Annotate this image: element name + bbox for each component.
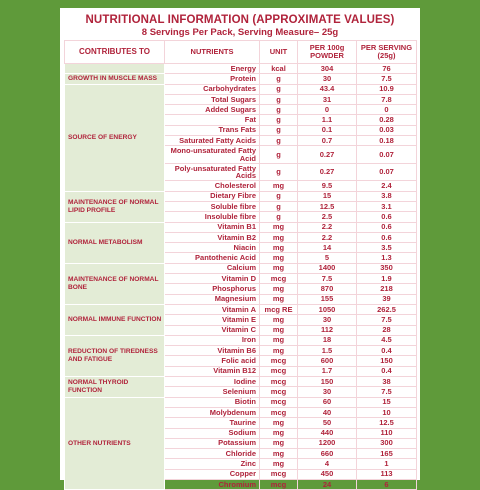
unit-cell: mg bbox=[260, 315, 298, 325]
unit-cell: mcg bbox=[260, 366, 298, 376]
unit-cell: g bbox=[260, 163, 298, 181]
unit-cell: kcal bbox=[260, 64, 298, 74]
table-row bbox=[65, 84, 417, 94]
per-100g-cell: 50 bbox=[298, 418, 357, 428]
unit-cell: mcg bbox=[260, 387, 298, 397]
contributes-to-cell: NORMAL THYROID FUNCTION bbox=[65, 377, 165, 398]
unit-cell: mcg RE bbox=[260, 304, 298, 314]
nutrient-cell: Vitamin E bbox=[165, 315, 260, 325]
per-100g-cell: 14 bbox=[298, 243, 357, 253]
per-serving-cell: 7.5 bbox=[357, 315, 417, 325]
header-row bbox=[65, 41, 417, 64]
nutrient-cell: Molybdenum bbox=[165, 407, 260, 417]
per-serving-cell: 110 bbox=[357, 428, 417, 438]
per-serving-cell: 38 bbox=[357, 377, 417, 387]
per-100g-cell: 1.1 bbox=[298, 115, 357, 125]
per-serving-cell: 0.6 bbox=[357, 222, 417, 232]
per-100g-cell: 150 bbox=[298, 377, 357, 387]
per-100g-cell: 18 bbox=[298, 335, 357, 345]
nutrient-cell: Magnesium bbox=[165, 294, 260, 304]
per-serving-cell: 6 bbox=[357, 479, 417, 489]
per-serving-cell: 15 bbox=[357, 397, 417, 407]
unit-cell: mg bbox=[260, 284, 298, 294]
nutrient-cell: Iodine bbox=[165, 377, 260, 387]
contributes-to-cell: SOURCE OF ENERGY bbox=[65, 84, 165, 191]
table-row bbox=[65, 222, 417, 232]
table-row bbox=[65, 64, 417, 74]
unit-cell: g bbox=[260, 212, 298, 222]
per-serving-cell: 0.4 bbox=[357, 346, 417, 356]
per-serving-cell: 0.6 bbox=[357, 232, 417, 242]
per-serving-cell: 7.5 bbox=[357, 387, 417, 397]
per-serving-cell: 4.5 bbox=[357, 335, 417, 345]
nutrient-cell: Potassium bbox=[165, 438, 260, 448]
per-serving-cell: 10 bbox=[357, 407, 417, 417]
unit-cell: mg bbox=[260, 428, 298, 438]
nutrition-table bbox=[64, 40, 417, 490]
per-100g-cell: 43.4 bbox=[298, 84, 357, 94]
unit-cell: mg bbox=[260, 181, 298, 191]
contributes-to-cell: MAINTENANCE OF NORMAL LIPID PROFILE bbox=[65, 191, 165, 222]
per-100g-cell: 30 bbox=[298, 315, 357, 325]
unit-cell: g bbox=[260, 84, 298, 94]
unit-cell: g bbox=[260, 125, 298, 135]
unit-cell: mg bbox=[260, 232, 298, 242]
unit-cell: mg bbox=[260, 325, 298, 335]
per-100g-cell: 30 bbox=[298, 387, 357, 397]
per-100g-cell: 40 bbox=[298, 407, 357, 417]
nutrient-cell: Calcium bbox=[165, 263, 260, 273]
unit-cell: mg bbox=[260, 243, 298, 253]
nutrient-cell: Soluble fibre bbox=[165, 201, 260, 211]
per-100g-cell: 24 bbox=[298, 479, 357, 489]
per-serving-cell: 350 bbox=[357, 263, 417, 273]
unit-cell: mg bbox=[260, 418, 298, 428]
per-serving-cell: 3.8 bbox=[357, 191, 417, 201]
nutrient-cell: Protein bbox=[165, 74, 260, 84]
unit-cell: g bbox=[260, 105, 298, 115]
contributes-to-cell: NORMAL IMMUNE FUNCTION bbox=[65, 304, 165, 335]
nutrient-cell: Added Sugars bbox=[165, 105, 260, 115]
per-serving-cell: 7.5 bbox=[357, 74, 417, 84]
per-serving-cell: 0 bbox=[357, 105, 417, 115]
per-100g-cell: 0 bbox=[298, 105, 357, 115]
nutrient-cell: Vitamin B12 bbox=[165, 366, 260, 376]
per-serving-cell: 10.9 bbox=[357, 84, 417, 94]
per-100g-cell: 600 bbox=[298, 356, 357, 366]
per-100g-cell: 15 bbox=[298, 191, 357, 201]
per-serving-cell: 0.6 bbox=[357, 212, 417, 222]
per-100g-cell: 0.27 bbox=[298, 146, 357, 164]
unit-cell: mcg bbox=[260, 479, 298, 489]
unit-cell: g bbox=[260, 201, 298, 211]
per-100g-cell: 60 bbox=[298, 397, 357, 407]
nutrient-cell: Biotin bbox=[165, 397, 260, 407]
header-unit: UNIT bbox=[260, 41, 298, 64]
per-100g-cell: 4 bbox=[298, 459, 357, 469]
per-serving-cell: 218 bbox=[357, 284, 417, 294]
table-row bbox=[65, 397, 417, 407]
per-serving-cell: 300 bbox=[357, 438, 417, 448]
unit-cell: mg bbox=[260, 335, 298, 345]
per-100g-cell: 155 bbox=[298, 294, 357, 304]
table-row bbox=[65, 377, 417, 387]
unit-cell: g bbox=[260, 136, 298, 146]
nutrient-cell: Vitamin B1 bbox=[165, 222, 260, 232]
unit-cell: g bbox=[260, 94, 298, 104]
header-per-100g: PER 100g POWDER bbox=[298, 41, 357, 64]
unit-cell: mg bbox=[260, 222, 298, 232]
per-100g-cell: 1.5 bbox=[298, 346, 357, 356]
per-serving-cell: 0.18 bbox=[357, 136, 417, 146]
unit-cell: mg bbox=[260, 459, 298, 469]
contributes-to-cell: NORMAL METABOLISM bbox=[65, 222, 165, 263]
nutrient-cell: Pantothenic Acid bbox=[165, 253, 260, 263]
nutrient-cell: Poly-unsaturated Fatty Acids bbox=[165, 163, 260, 181]
nutrient-cell: Total Sugars bbox=[165, 94, 260, 104]
per-serving-cell: 1.3 bbox=[357, 253, 417, 263]
per-100g-cell: 0.7 bbox=[298, 136, 357, 146]
unit-cell: g bbox=[260, 74, 298, 84]
per-serving-cell: 3.5 bbox=[357, 243, 417, 253]
unit-cell: g bbox=[260, 146, 298, 164]
table-row bbox=[65, 304, 417, 314]
nutrient-cell: Selenium bbox=[165, 387, 260, 397]
per-100g-cell: 12.5 bbox=[298, 201, 357, 211]
nutrient-cell: Chromium bbox=[165, 479, 260, 489]
nutrient-cell: Cholesterol bbox=[165, 181, 260, 191]
label-title: NUTRITIONAL INFORMATION (APPROXIMATE VALUES) bbox=[85, 14, 395, 26]
nutrient-cell: Zinc bbox=[165, 459, 260, 469]
per-100g-cell: 1050 bbox=[298, 304, 357, 314]
per-100g-cell: 30 bbox=[298, 74, 357, 84]
per-serving-cell: 12.5 bbox=[357, 418, 417, 428]
nutrient-cell: Copper bbox=[165, 469, 260, 479]
per-serving-cell: 262.5 bbox=[357, 304, 417, 314]
nutrient-cell: Niacin bbox=[165, 243, 260, 253]
per-serving-cell: 0.28 bbox=[357, 115, 417, 125]
nutrient-cell: Vitamin C bbox=[165, 325, 260, 335]
per-serving-cell: 2.4 bbox=[357, 181, 417, 191]
unit-cell: mg bbox=[260, 294, 298, 304]
contributes-to-cell: OTHER NUTRIENTS bbox=[65, 397, 165, 490]
per-100g-cell: 304 bbox=[298, 64, 357, 74]
unit-cell: mg bbox=[260, 253, 298, 263]
unit-cell: mcg bbox=[260, 397, 298, 407]
per-100g-cell: 440 bbox=[298, 428, 357, 438]
table-row bbox=[65, 74, 417, 84]
unit-cell: g bbox=[260, 191, 298, 201]
per-serving-cell: 1.9 bbox=[357, 274, 417, 284]
nutrient-cell: Trans Fats bbox=[165, 125, 260, 135]
unit-cell: mcg bbox=[260, 377, 298, 387]
nutrient-cell: Vitamin B2 bbox=[165, 232, 260, 242]
nutrient-cell: Phosphorus bbox=[165, 284, 260, 294]
unit-cell: mg bbox=[260, 449, 298, 459]
per-serving-cell: 0.07 bbox=[357, 163, 417, 181]
per-100g-cell: 5 bbox=[298, 253, 357, 263]
contributes-to-cell bbox=[65, 64, 165, 74]
per-100g-cell: 870 bbox=[298, 284, 357, 294]
per-100g-cell: 450 bbox=[298, 469, 357, 479]
label-subtitle: 8 Servings Per Pack, Serving Measure– 25g bbox=[141, 27, 339, 38]
per-serving-cell: 0.03 bbox=[357, 125, 417, 135]
per-serving-cell: 113 bbox=[357, 469, 417, 479]
unit-cell: mg bbox=[260, 438, 298, 448]
unit-cell: mcg bbox=[260, 274, 298, 284]
per-serving-cell: 0.07 bbox=[357, 146, 417, 164]
per-serving-cell: 0.4 bbox=[357, 366, 417, 376]
per-100g-cell: 112 bbox=[298, 325, 357, 335]
nutrient-cell: Chloride bbox=[165, 449, 260, 459]
per-100g-cell: 2.5 bbox=[298, 212, 357, 222]
table-body bbox=[65, 64, 417, 490]
contributes-to-cell: MAINTENANCE OF NORMAL BONE bbox=[65, 263, 165, 304]
per-100g-cell: 1.7 bbox=[298, 366, 357, 376]
per-serving-cell: 3.1 bbox=[357, 201, 417, 211]
per-100g-cell: 0.1 bbox=[298, 125, 357, 135]
per-serving-cell: 28 bbox=[357, 325, 417, 335]
nutrient-cell: Mono-unsaturated Fatty Acid bbox=[165, 146, 260, 164]
nutrient-cell: Insoluble fibre bbox=[165, 212, 260, 222]
per-serving-cell: 150 bbox=[357, 356, 417, 366]
unit-cell: mg bbox=[260, 263, 298, 273]
nutrient-cell: Dietary Fibre bbox=[165, 191, 260, 201]
unit-cell: g bbox=[260, 115, 298, 125]
unit-cell: mg bbox=[260, 346, 298, 356]
nutrient-cell: Carbohydrates bbox=[165, 84, 260, 94]
header-contributes-to: CONTRIBUTES TO bbox=[65, 41, 165, 64]
per-100g-cell: 2.2 bbox=[298, 232, 357, 242]
per-100g-cell: 2.2 bbox=[298, 222, 357, 232]
per-100g-cell: 31 bbox=[298, 94, 357, 104]
nutrient-cell: Energy bbox=[165, 64, 260, 74]
contributes-to-cell: REDUCTION OF TIREDNESS AND FATIGUE bbox=[65, 335, 165, 376]
unit-cell: mcg bbox=[260, 407, 298, 417]
header-nutrients: NUTRIENTS bbox=[165, 41, 260, 64]
nutrient-cell: Folic acid bbox=[165, 356, 260, 366]
table-row bbox=[65, 263, 417, 273]
nutrition-label bbox=[60, 8, 420, 489]
nutrient-cell: Sodium bbox=[165, 428, 260, 438]
per-100g-cell: 660 bbox=[298, 449, 357, 459]
nutrient-cell: Fat bbox=[165, 115, 260, 125]
table-row bbox=[65, 191, 417, 201]
nutrient-cell: Taurine bbox=[165, 418, 260, 428]
per-serving-cell: 1 bbox=[357, 459, 417, 469]
header-per-serving: PER SERVING (25g) bbox=[357, 41, 417, 64]
unit-cell: mcg bbox=[260, 469, 298, 479]
per-serving-cell: 7.8 bbox=[357, 94, 417, 104]
per-serving-cell: 165 bbox=[357, 449, 417, 459]
per-100g-cell: 0.27 bbox=[298, 163, 357, 181]
per-100g-cell: 1400 bbox=[298, 263, 357, 273]
per-100g-cell: 7.5 bbox=[298, 274, 357, 284]
per-100g-cell: 9.5 bbox=[298, 181, 357, 191]
nutrient-cell: Saturated Fatty Acids bbox=[165, 136, 260, 146]
nutrient-cell: Vitamin B6 bbox=[165, 346, 260, 356]
per-serving-cell: 76 bbox=[357, 64, 417, 74]
per-serving-cell: 39 bbox=[357, 294, 417, 304]
nutrient-cell: Iron bbox=[165, 335, 260, 345]
contributes-to-cell: GROWTH IN MUSCLE MASS bbox=[65, 74, 165, 84]
table-row bbox=[65, 335, 417, 345]
per-100g-cell: 1200 bbox=[298, 438, 357, 448]
nutrient-cell: Vitamin D bbox=[165, 274, 260, 284]
unit-cell: mcg bbox=[260, 356, 298, 366]
nutrient-cell: Vitamin A bbox=[165, 304, 260, 314]
